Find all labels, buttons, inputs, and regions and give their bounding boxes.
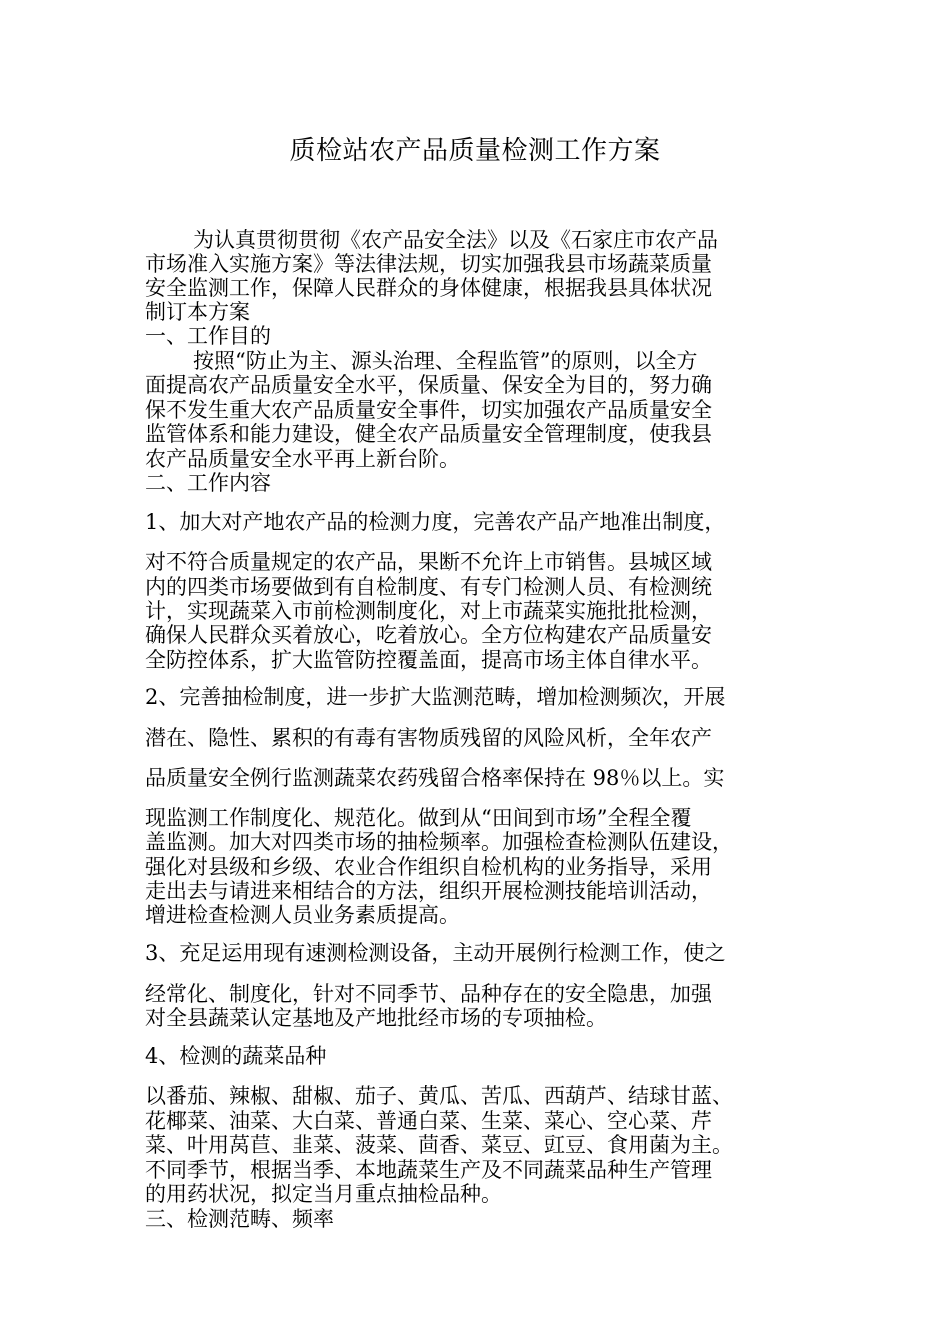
paragraph-line: 现监测工作制度化、规范化。做到从“田间到市场”全程全覆 — [145, 806, 692, 830]
paragraph-line: 制订本方案 — [145, 300, 250, 324]
paragraph-line: 按照“防止为主、源头治理、全程监管”的原则，以全方 — [193, 349, 698, 373]
paragraph-line: 盖监测。加大对四类市场的抽检频率。加强检查检测队伍建设， — [145, 830, 733, 854]
paragraph-line: 以番茄、辣椒、甜椒、茄子、黄瓜、苦瓜、西葫芦、结球甘蓝、 — [145, 1084, 733, 1108]
paragraph-line: 的用药状况，拟定当月重点抽检品种。 — [145, 1182, 502, 1206]
section-heading: 二、工作内容 — [145, 471, 271, 495]
paragraph-line: 1、加大对产地农产品的检测力度，完善农产品产地准出制度， — [145, 510, 726, 534]
paragraph-line: 3、充足运用现有速测检测设备，主动开展例行检测工作，使之 — [145, 941, 726, 965]
paragraph-line: 潜在、隐性、累积的有毒有害物质残留的风险风析，全年农产 — [145, 726, 712, 750]
paragraph-line: 计，实现蔬菜入市前检测制度化，对上市蔬菜实施批批检测， — [145, 599, 712, 623]
paragraph-line: 对不符合质量规定的农产品，果断不允许上市销售。县城区域 — [145, 550, 712, 574]
document-title: 质检站农产品质量检测工作方案 — [289, 136, 661, 166]
paragraph-line: 市场准入实施方案》等法律法规，切实加强我县市场蔬菜质量 — [145, 252, 712, 276]
paragraph-line: 品质量安全例行监测蔬菜农药残留合格率保持在 98％以上。实 — [145, 766, 725, 790]
section-heading: 一、工作目的 — [145, 324, 271, 348]
paragraph-line: 菜、叶用莴苣、韭菜、菠菜、茴香、菜豆、豇豆、食用菌为主。 — [145, 1133, 733, 1157]
paragraph-line: 不同季节，根据当季、本地蔬菜生产及不同蔬菜品种生产管理 — [145, 1158, 712, 1182]
paragraph-line: 为认真贯彻贯彻《农产品安全法》以及《石家庄市农产品 — [193, 228, 718, 252]
paragraph-line: 走出去与请进来相结合的方法，组织开展检测技能培训活动， — [145, 879, 712, 903]
paragraph-line: 增进检查检测人员业务素质提高。 — [145, 903, 460, 927]
paragraph-line: 保不发生重大农产品质量安全事件，切实加强农产品质量安全 — [145, 398, 712, 422]
paragraph-line: 经常化、制度化，针对不同季节、品种存在的安全隐患，加强 — [145, 982, 712, 1006]
paragraph-line: 全防控体系，扩大监管防控覆盖面，提高市场主体自律水平。 — [145, 648, 712, 672]
paragraph-line: 监管体系和能力建设，健全农产品质量安全管理制度，使我县 — [145, 422, 712, 446]
paragraph-line: 花椰菜、油菜、大白菜、普通白菜、生菜、菜心、空心菜、芹 — [145, 1109, 712, 1133]
paragraph-line: 面提高农产品质量安全水平，保质量、保安全为目的，努力确 — [145, 373, 712, 397]
paragraph-line: 确保人民群众买着放心，吃着放心。全方位构建农产品质量安 — [145, 623, 712, 647]
paragraph-line: 农产品质量安全水平再上新台阶。 — [145, 447, 460, 471]
paragraph-line: 2、完善抽检制度，进一步扩大监测范畴，增加检测频次，开展 — [145, 685, 726, 709]
paragraph-line: 4、检测的蔬菜品种 — [145, 1044, 327, 1068]
paragraph-line: 安全监测工作，保障人民群众的身体健康，根据我县具体状况 — [145, 276, 712, 300]
section-heading: 三、检测范畴、频率 — [145, 1207, 334, 1231]
paragraph-line: 强化对县级和乡级、农业合作组织自检机构的业务指导，采用 — [145, 855, 712, 879]
paragraph-line: 对全县蔬菜认定基地及产地批经市场的专项抽检。 — [145, 1006, 607, 1030]
paragraph-line: 内的四类市场要做到有自检制度、有专门检测人员、有检测统 — [145, 575, 712, 599]
